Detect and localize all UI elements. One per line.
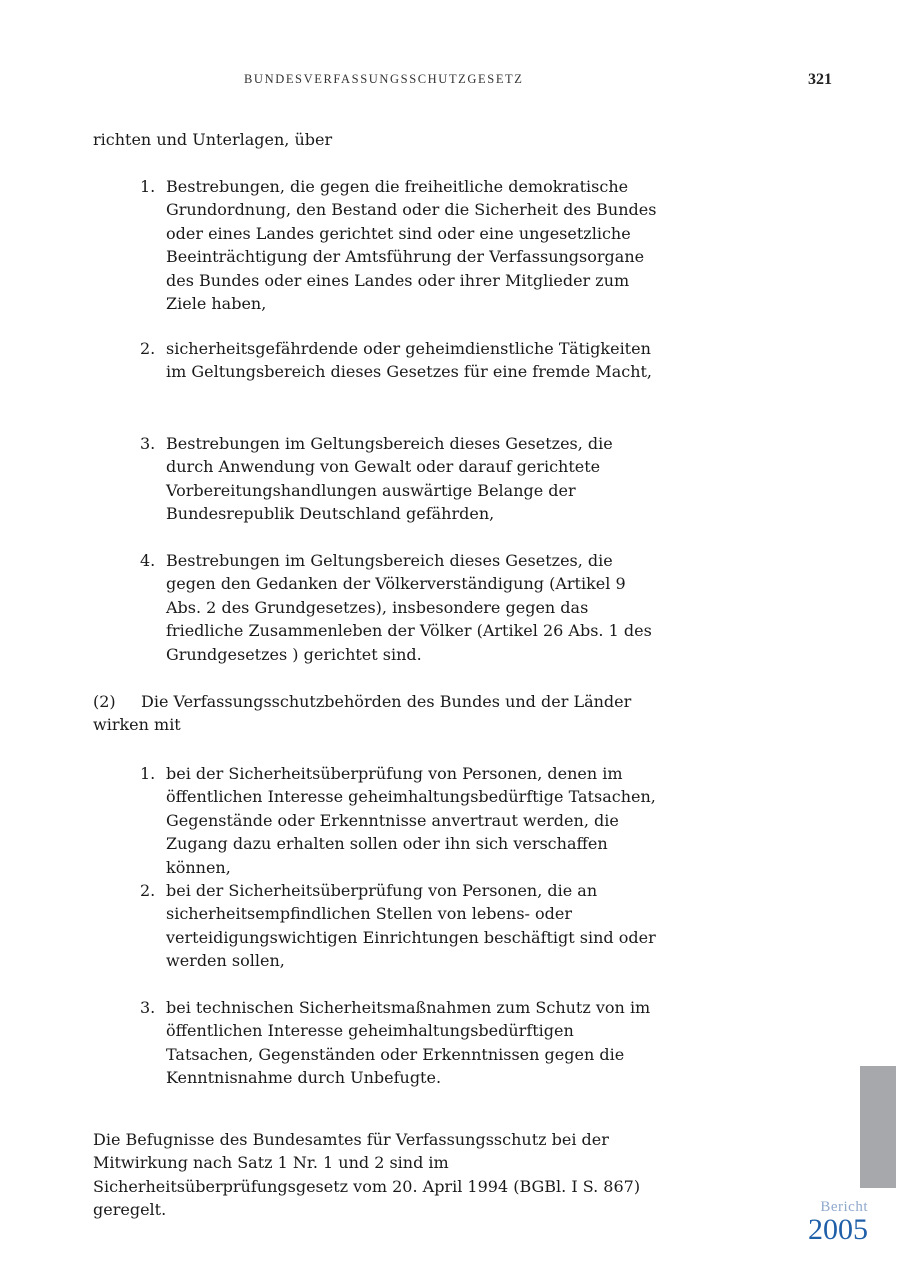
list-item-number: 1.: [140, 177, 156, 196]
list-item-number: 1.: [140, 764, 156, 783]
list-item-text: Bestrebungen im Geltungsbereich dieses Gesetzes, die durch Anwendung von Gewalt oder darauf gerichtete Vorbereitungshandlungen auswärtige Belange der Bundesrepublik Deutschland gefährden,: [166, 434, 613, 524]
running-head: BUNDESVERFASSUNGSSCHUTZGESETZ: [244, 72, 524, 86]
list-item-text: sicherheitsgefährdende oder geheimdienstliche Tätigkeiten im Geltungsbereich dieses Gesetzes für eine fremde Macht,: [166, 339, 653, 382]
list-item-text: Bestrebungen, die gegen die freiheitliche demokratische Grundordnung, den Bestand oder die Sicherheit des Bundes oder eines Landes gerichtet sind oder eine ungesetzliche Beeinträchtigung der Amtsführung der Verfassungsorgane des Bundes oder eines Landes oder ihrer Mitglieder zum Ziele haben,: [166, 177, 657, 314]
list-2: [93, 762, 673, 1090]
list-item: [93, 549, 673, 666]
side-tab-marker: [860, 1066, 896, 1188]
list-item: [93, 762, 673, 879]
paragraph-text: Die Verfassungsschutzbehörden des Bundes und der Länder wirken mit: [93, 692, 632, 735]
list-1: [93, 175, 673, 666]
paragraph-2: [93, 690, 653, 737]
list-item-number: 3.: [140, 434, 156, 453]
list-item-text: bei der Sicherheitsüberprüfung von Personen, denen im öffentlichen Interesse geheimhaltungsbedürftige Tatsachen, Gegenstände oder Erkenntnisse anvertraut werden, die Zugang dazu erhalten sollen oder ihn sich verschaffen können,: [166, 764, 656, 877]
list-item-text: bei der Sicherheitsüberprüfung von Personen, die an sicherheitsempfindlichen Stellen von lebens- oder verteidigungswichtigen Einrichtungen beschäftigt sind oder werden sollen,: [166, 881, 656, 971]
lead-text: richten und Unterlagen, über: [93, 130, 333, 149]
list-item: [93, 175, 673, 337]
report-logo: [796, 1198, 868, 1244]
logo-word: Bericht: [820, 1199, 868, 1215]
list-item: [93, 879, 673, 996]
list-item: [93, 432, 673, 549]
closing-paragraph: Die Befugnisse des Bundesamtes für Verfassungsschutz bei der Mitwirkung nach Satz 1 Nr. 1 und 2 sind im Sicherheitsüberprüfungsgesetz vom 20. April 1994 (BGBl. I S. 867) geregelt.: [93, 1130, 641, 1220]
list-item-number: 3.: [140, 998, 156, 1017]
list-item-text: bei technischen Sicherheitsmaßnahmen zum Schutz von im öffentlichen Interesse geheimhaltungsbedürftigen Tatsachen, Gegenständen oder Erkenntnissen gegen die Kenntnisnahme durch Unbefugte.: [166, 998, 651, 1088]
list-item: [93, 337, 673, 432]
list-item-text: Bestrebungen im Geltungsbereich dieses Gesetzes, die gegen den Gedanken der Völkerverständigung (Artikel 9 Abs. 2 des Grundgesetzes), insbesondere gegen das friedliche Zusammenleben der Völker (Artikel 26 Abs. 1 des Grundgesetzes ) gerichtet sind.: [166, 551, 652, 664]
logo-year: 2005: [808, 1213, 868, 1246]
page-number: 321: [808, 71, 832, 88]
list-item-number: 2.: [140, 881, 156, 900]
paragraph-label: (2): [93, 692, 116, 711]
list-item: [93, 996, 673, 1090]
list-item-number: 4.: [140, 551, 156, 570]
list-item-number: 2.: [140, 339, 156, 358]
